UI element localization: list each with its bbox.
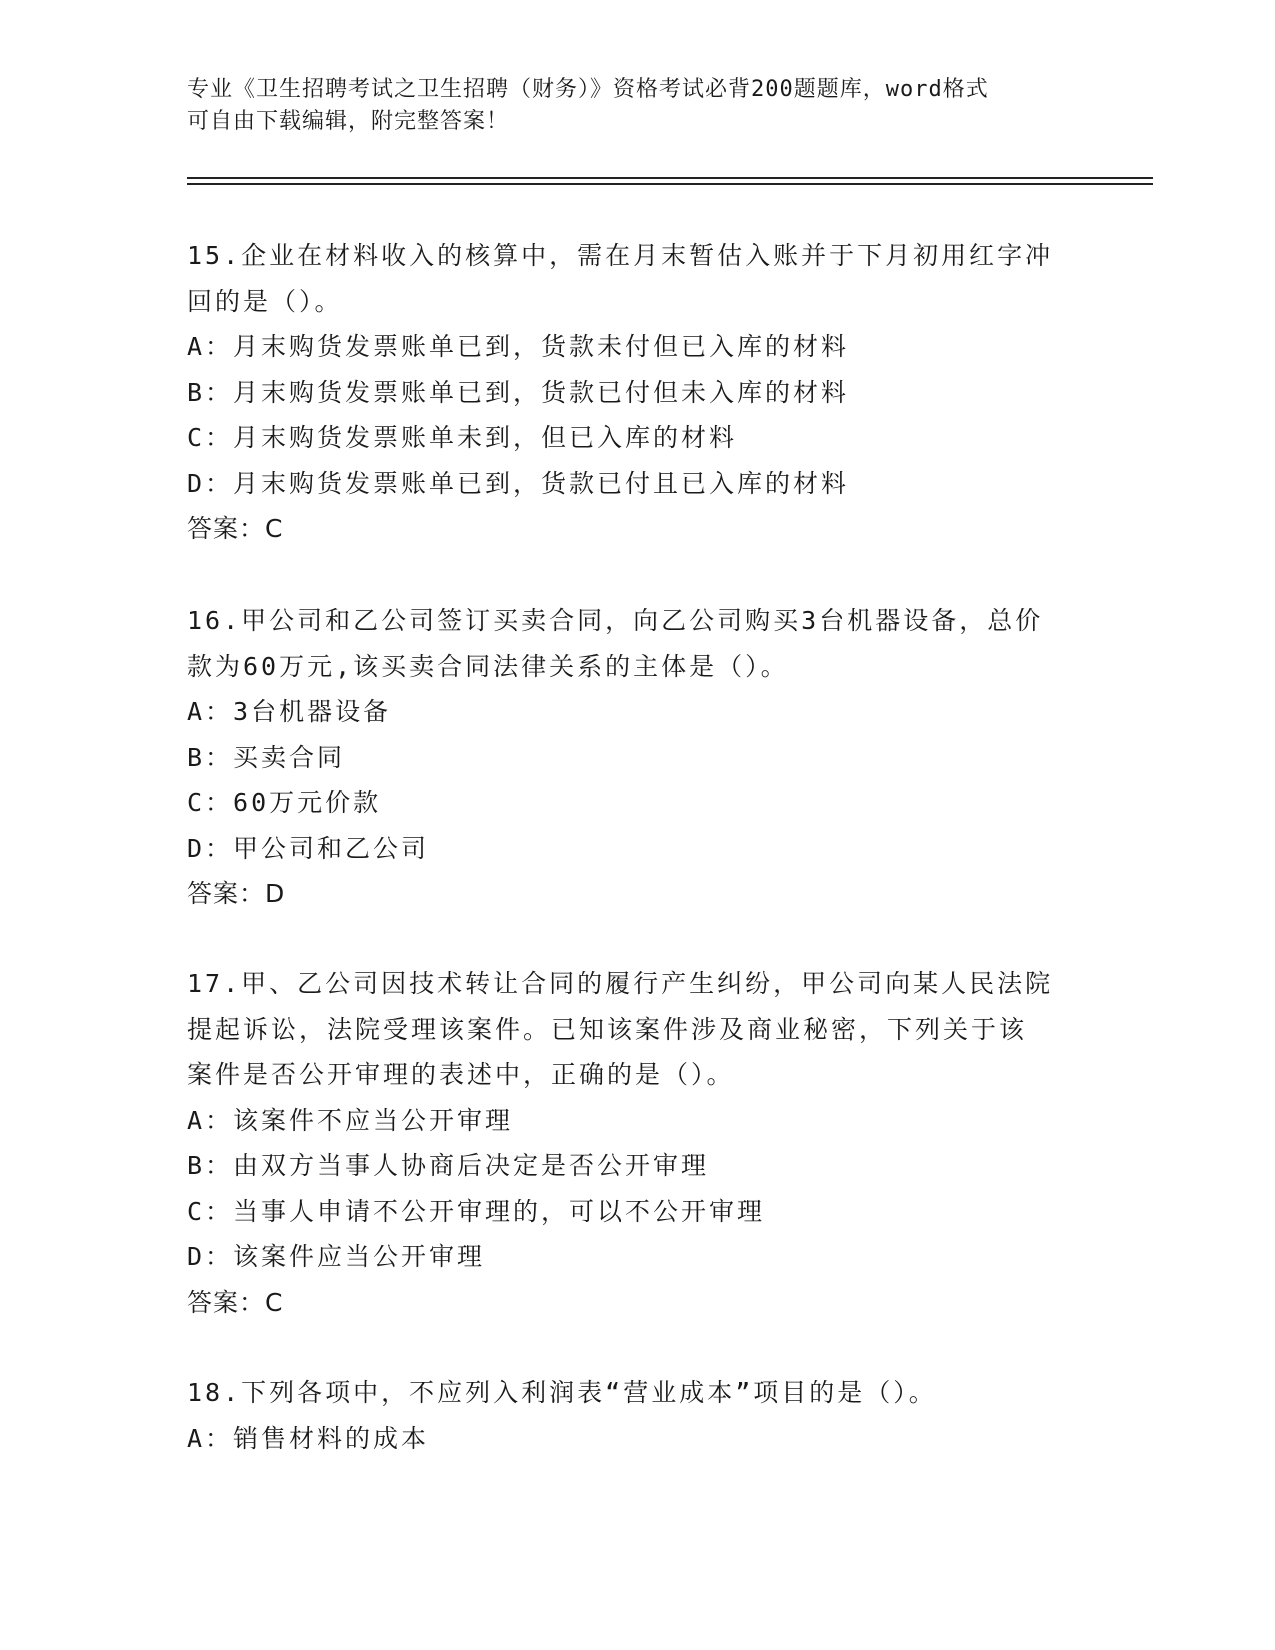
option-c: C：当事人申请不公开审理的，可以不公开审理 [187, 1196, 766, 1226]
question-18 [187, 1370, 1087, 1461]
question-text-line: 17.甲、乙公司因技术转让合同的履行产生纠纷，甲公司向某人民法院 [187, 969, 1054, 998]
option-a: A：月末购货发票账单已到，货款未付但已入库的材料 [187, 332, 850, 361]
option-c: C：月末购货发票账单未到，但已入库的材料 [187, 423, 738, 452]
option-c: C：60万元价款 [187, 788, 382, 817]
question-text-line: 15.企业在材料收入的核算中，需在月末暂估入账并于下月初用红字冲 [187, 241, 1054, 270]
option-a: A：3台机器设备 [187, 697, 392, 726]
header-line-2: 可自由下载编辑，附完整答案！ [187, 109, 510, 134]
header-line-1: 专业《卫生招聘考试之卫生招聘（财务）》资格考试必背200题题库，word格式 [187, 77, 989, 102]
option-b: B：由双方当事人协商后决定是否公开审理 [187, 1151, 710, 1180]
option-a: A：销售材料的成本 [187, 1423, 430, 1453]
question-text-line: 18.下列各项中，不应列入利润表“营业成本”项目的是（）。 [187, 1378, 937, 1407]
option-a: A：该案件不应当公开审理 [187, 1105, 514, 1135]
answer: 答案：D [187, 879, 286, 908]
option-b: B：买卖合同 [187, 742, 346, 772]
option-b: B：月末购货发票账单已到，货款已付但未入库的材料 [187, 377, 850, 407]
option-d: D：该案件应当公开审理 [187, 1242, 486, 1271]
question-text-line: 案件是否公开审理的表述中，正确的是（）。 [187, 1060, 735, 1089]
header-divider-top [187, 177, 1153, 179]
answer: 答案：C [187, 514, 284, 543]
question-text-line: 款为60万元,该买卖合同法律关系的主体是（）。 [187, 651, 789, 681]
question-text-line: 回的是（）。 [187, 286, 343, 316]
answer: 答案：C [187, 1287, 284, 1317]
header-divider-bottom [187, 183, 1153, 185]
question-17 [187, 961, 1087, 1325]
question-16 [187, 598, 1087, 917]
option-d: D：月末购货发票账单已到，货款已付且已入库的材料 [187, 468, 850, 498]
question-15 [187, 233, 1087, 552]
document-header [187, 74, 1087, 138]
question-text-line: 16.甲公司和乙公司签订买卖合同，向乙公司购买3台机器设备，总价 [187, 606, 1044, 635]
question-text-line: 提起诉讼，法院受理该案件。已知该案件涉及商业秘密，下列关于该 [187, 1014, 1028, 1044]
option-d: D：甲公司和乙公司 [187, 833, 430, 863]
